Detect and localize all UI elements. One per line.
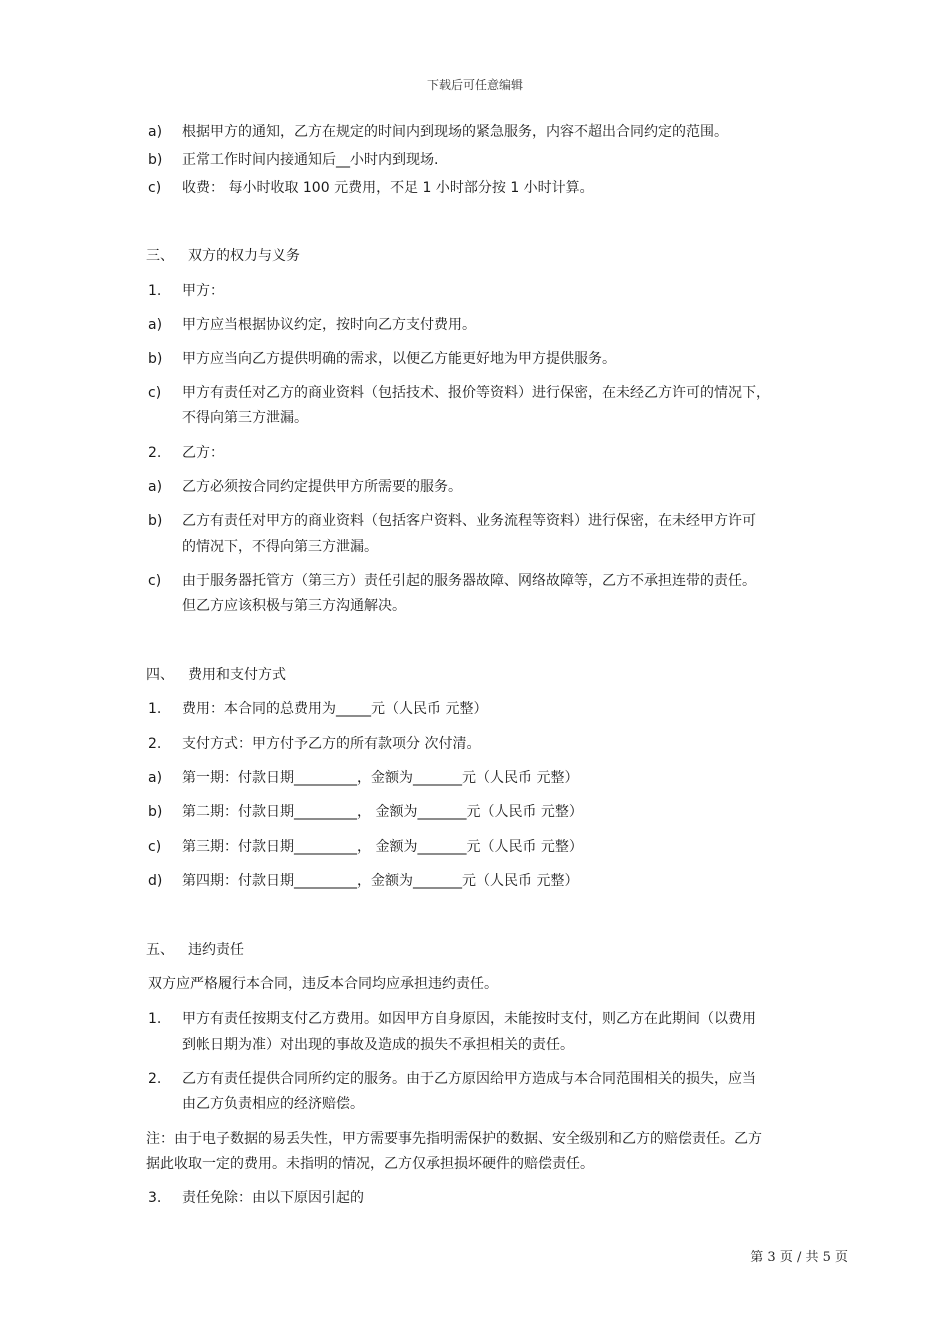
section-number: 三、 bbox=[146, 248, 174, 264]
section-title: 费用和支付方式 bbox=[188, 667, 286, 683]
item-text: 根据甲方的通知，乙方在规定的时间内到现场的紧急服务，内容不超出合同约定的范围。 bbox=[182, 124, 728, 140]
item-text: 第二期：付款日期_________， 金额为_______元（人民币 元整） bbox=[182, 804, 583, 820]
item-mark: c) bbox=[148, 839, 162, 855]
item-text: 的情况下，不得向第三方泄漏。 bbox=[182, 539, 378, 555]
item-mark: b) bbox=[148, 804, 163, 820]
item-mark: 1. bbox=[148, 283, 162, 299]
item-text: 甲方应当根据协议约定，按时向乙方支付费用。 bbox=[182, 317, 476, 333]
item-text: 乙方有责任对甲方的商业资料（包括客户资料、业务流程等资料）进行保密，在未经甲方许可 bbox=[182, 513, 756, 529]
page-number: 第 3 页 / 共 5 页 bbox=[750, 1250, 848, 1265]
item-mark: a) bbox=[148, 479, 163, 495]
item-mark: d) bbox=[148, 873, 163, 889]
item-text: 由于服务器托管方（第三方）责任引起的服务器故障、网络故障等，乙方不承担连带的责任。 bbox=[182, 573, 756, 589]
item-mark: b) bbox=[148, 351, 163, 367]
item-text: 甲方有责任按期支付乙方费用。如因甲方自身原因，未能按时支付，则乙方在此期间（以费用 bbox=[182, 1011, 756, 1027]
item-text: 第三期：付款日期_________， 金额为_______元（人民币 元整） bbox=[182, 839, 583, 855]
section-number: 五、 bbox=[146, 942, 174, 958]
section-title: 违约责任 bbox=[188, 942, 244, 958]
item-text: 甲方有责任对乙方的商业资料（包括技术、报价等资料）进行保密，在未经乙方许可的情况下， bbox=[182, 385, 770, 401]
item-text: 甲方应当向乙方提供明确的需求，以便乙方能更好地为甲方提供服务。 bbox=[182, 351, 616, 367]
section-heading bbox=[146, 940, 244, 960]
item-mark: 2. bbox=[148, 736, 162, 752]
item-text: 支付方式：甲方付予乙方的所有款项分 次付清。 bbox=[182, 736, 481, 752]
item-text: 第四期：付款日期_________，金额为_______元（人民币 元整） bbox=[182, 873, 579, 889]
item-mark: 1. bbox=[148, 1011, 162, 1027]
item-text: 收费： 每小时收取 100 元费用，不足 1 小时部分按 1 小时计算。 bbox=[182, 180, 594, 196]
item-text: 费用：本合同的总费用为_____元（人民币 元整） bbox=[182, 701, 488, 717]
item-mark: c) bbox=[148, 573, 162, 589]
item-mark: a) bbox=[148, 770, 163, 786]
section-heading bbox=[146, 665, 286, 685]
item-text: 乙方必须按合同约定提供甲方所需要的服务。 bbox=[182, 479, 462, 495]
item-text: 第一期：付款日期_________，金额为_______元（人民币 元整） bbox=[182, 770, 579, 786]
item-mark: 3. bbox=[148, 1190, 162, 1206]
item-text: 不得向第三方泄漏。 bbox=[182, 410, 308, 426]
item-text: 到帐日期为准）对出现的事故及造成的损失不承担相关的责任。 bbox=[182, 1037, 574, 1053]
item-text: 责任免除：由以下原因引起的 bbox=[182, 1190, 364, 1206]
item-mark: a) bbox=[148, 317, 163, 333]
item-mark: a) bbox=[148, 124, 163, 140]
item-mark: 2. bbox=[148, 1071, 162, 1087]
item-mark: c) bbox=[148, 180, 162, 196]
item-mark: b) bbox=[148, 152, 163, 168]
item-mark: 2. bbox=[148, 445, 162, 461]
item-text: 甲方： bbox=[182, 283, 224, 299]
item-mark: 1. bbox=[148, 701, 162, 717]
note-text: 注：由于电子数据的易丢失性，甲方需要事先指明需保护的数据、安全级别和乙方的赔偿责任。乙方 bbox=[146, 1131, 762, 1147]
item-mark: c) bbox=[148, 385, 162, 401]
item-text: 但乙方应该积极与第三方沟通解决。 bbox=[182, 598, 406, 614]
section-number: 四、 bbox=[146, 667, 174, 683]
item-text: 乙方： bbox=[182, 445, 224, 461]
section-title: 双方的权力与义务 bbox=[188, 248, 300, 264]
item-text: 正常工作时间内接通知后__小时内到现场. bbox=[182, 152, 439, 168]
item-text: 乙方有责任提供合同所约定的服务。由于乙方原因给甲方造成与本合同范围相关的损失，应当 bbox=[182, 1071, 756, 1087]
paragraph-text: 双方应严格履行本合同，违反本合同均应承担违约责任。 bbox=[148, 976, 498, 992]
item-text: 由乙方负责相应的经济赔偿。 bbox=[182, 1096, 364, 1112]
page-header: 下载后可任意编辑 bbox=[426, 78, 523, 92]
item-mark: b) bbox=[148, 513, 163, 529]
section-heading bbox=[146, 246, 300, 266]
note-text: 据此收取一定的费用。未指明的情况，乙方仅承担损坏硬件的赔偿责任。 bbox=[146, 1156, 594, 1172]
